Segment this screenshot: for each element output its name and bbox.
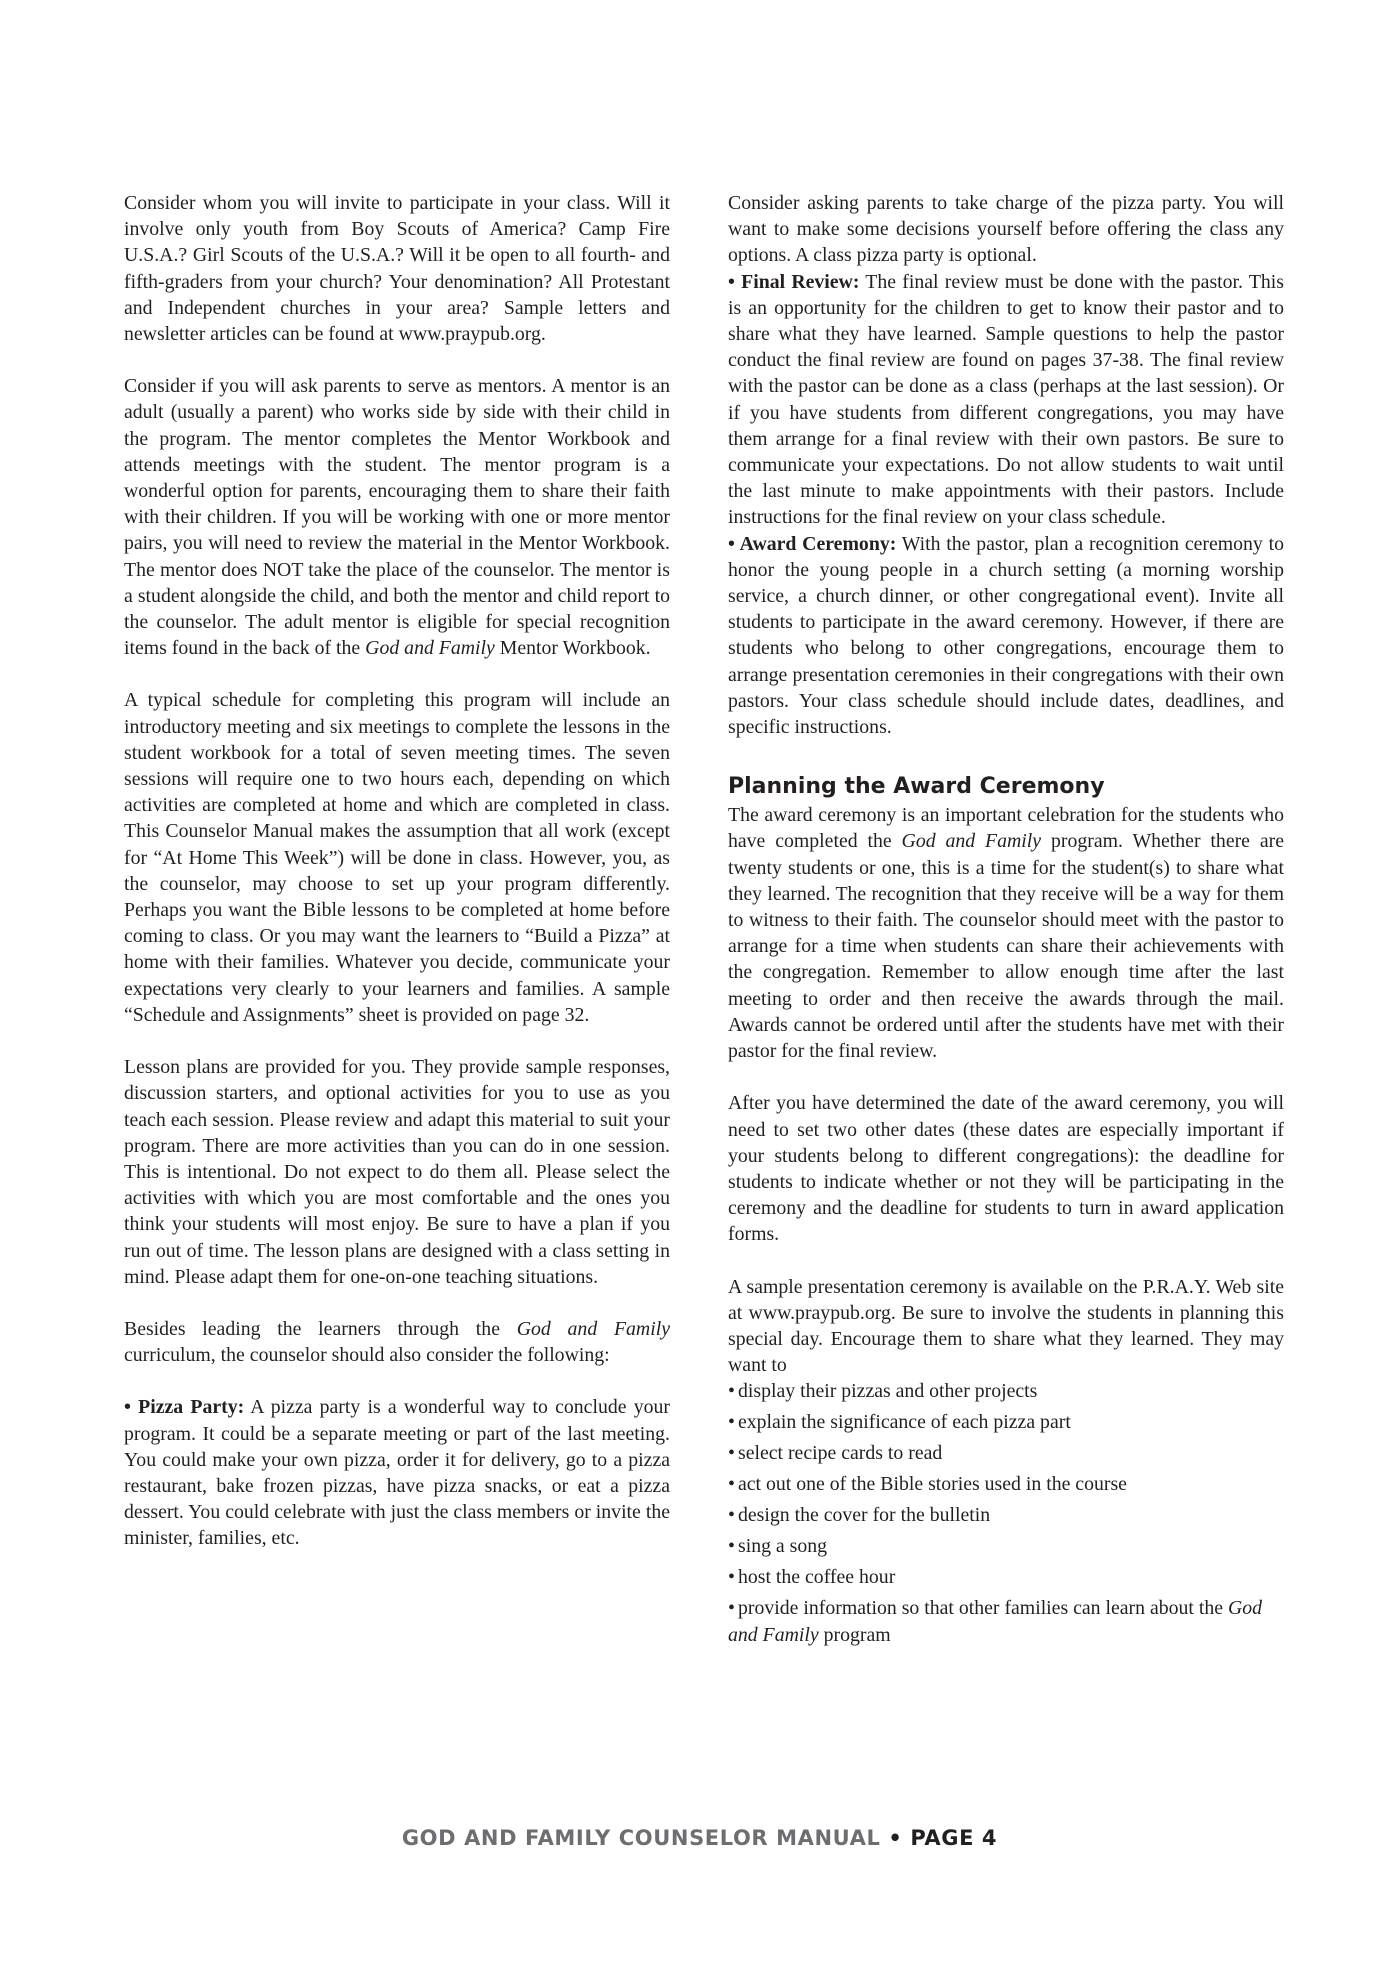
paragraph-besides — [124, 1316, 670, 1368]
paragraph-final-review — [728, 269, 1284, 531]
bullet-marker: • — [728, 1380, 735, 1403]
list-item-text: act out one of the Bible stories used in the course — [738, 1473, 1127, 1496]
award-celebration-text: The award ceremony is an important celebration for the students who have completed the — [728, 804, 1284, 853]
list-item-title-italic: God and Family — [728, 1597, 1263, 1646]
footer-separator: • — [880, 1826, 911, 1850]
besides-text-end: curriculum, the counselor should also consider the following: — [124, 1344, 610, 1367]
list-item-text: select recipe cards to read — [738, 1442, 943, 1465]
left-column — [124, 190, 670, 1552]
page-footer — [0, 1826, 1399, 1850]
paragraph-award-celebration — [728, 802, 1284, 1064]
list-item-text: design the cover for the bulletin — [738, 1504, 991, 1527]
award-celebration-text-end: program. Whether there are twenty students or one, this is a time for the student(s) to share what they learned. The recognition that they receive will be a way for them to witness to their faith. The counselor should meet with the pastor to arrange for a time when students can share their achievements with the congregation. Remember to allow enough time after the last meeting to order and then receive the awards through the mail. Awards cannot be ordered until after the students have met with their pastor for the final review. — [728, 830, 1284, 1063]
bullet-marker: • — [728, 1535, 735, 1558]
footer-page-number: PAGE 4 — [910, 1826, 998, 1850]
bullet-marker: • — [728, 1442, 735, 1465]
pizza-party-lead: • Pizza Party: — [124, 1396, 245, 1419]
list-item-text: host the coffee hour — [738, 1566, 896, 1589]
paragraph-schedule: A typical schedule for completing this program will include an introductory meeting and six meetings to complete the lessons in the student workbook for a total of seven meeting times. The seven sessions will require one to two hours each, depending on which activities are completed at home and which are completed in class. This Counselor Manual makes the assumption that all work (except for “At Home This Week”) will be done in class. However, you, as the counselor, may choose to set up your program differently. Perhaps you want the Bible lessons to be completed at home before coming to class. Or you may want the learners to “Build a Pizza” at home with their families. Whatever you decide, communicate your expectations very clearly to your learners and families. A sample “Schedule and Assignments” sheet is provided on page 32. — [124, 689, 670, 1026]
mentors-text: Consider if you will ask parents to serve as mentors. A mentor is an adult (usually a parent) who works side by side with their child in the program. The mentor completes the Mentor Workbook and attends meetings with the student. The mentor program is a wonderful option for parents, encouraging them to share their faith with their children. If you will be working with one or more mentor pairs, you will need to review the material in the Mentor Workbook. The mentor does NOT take the place of the counselor. The mentor is a student alongside the child, and both the mentor and child report to the counselor. The adult mentor is eligible for special recognition items found in the back of the — [124, 375, 670, 660]
ceremony-ideas-list — [728, 1378, 1284, 1647]
footer-title: GOD AND FAMILY COUNSELOR MANUAL — [401, 1826, 881, 1850]
list-item — [728, 1533, 1284, 1559]
paragraph-sample-ceremony: A sample presentation ceremony is available on the P.R.A.Y. Web site at www.praypub.org. Be sure to involve the students in planning this special day. Encourage them to share what they learned. They may want to — [728, 1275, 1284, 1377]
list-item — [728, 1564, 1284, 1590]
list-item-text: display their pizzas and other projects — [738, 1380, 1038, 1403]
pizza-party-text: A pizza party is a wonderful way to conclude your program. It could be a separate meeting or part of the last meeting. You could make your own pizza, order it for delivery, go to a pizza restaurant, bake frozen pizzas, have pizza snacks, or eat a pizza dessert. You could celebrate with just the class members or invite the minister, families, etc. — [124, 1396, 670, 1550]
mentors-text-end: Mentor Workbook. — [494, 637, 651, 660]
list-item-text: explain the significance of each pizza part — [738, 1411, 1071, 1434]
list-item — [728, 1595, 1284, 1647]
award-ceremony-lead: • Award Ceremony: — [728, 532, 897, 555]
paragraph-class-invitation: Consider whom you will invite to participate in your class. Will it involve only youth from Boy Scouts of America? Camp Fire U.S.A.? Girl Scouts of the U.S.A.? Will it be open to all fourth- and fifth-graders from your church? Your denomination? All Protestant and Independent churches in your area? Sample letters and newsletter articles can be found at www.praypub.org. — [124, 192, 670, 346]
list-item — [728, 1440, 1284, 1466]
paragraph-award-ceremony — [728, 531, 1284, 741]
bullet-marker: • — [728, 1597, 735, 1620]
section-heading-award-ceremony: Planning the Award Ceremony — [728, 774, 1105, 800]
paragraph-pizza-continued: Consider asking parents to take charge of the pizza party. You will want to make some decisions yourself before offering the class any options. A class pizza party is optional. — [728, 192, 1284, 267]
list-item — [728, 1409, 1284, 1435]
paragraph-pizza-party — [124, 1394, 670, 1551]
mentors-title-italic: God and Family — [365, 637, 495, 660]
paragraph-mentors — [124, 373, 670, 661]
bullet-marker: • — [728, 1504, 735, 1527]
list-item-text-end: program — [818, 1623, 891, 1646]
bullet-marker: • — [728, 1473, 735, 1496]
list-item — [728, 1378, 1284, 1404]
final-review-lead: • Final Review: — [728, 270, 860, 293]
besides-title-italic: God and Family — [516, 1317, 670, 1340]
list-item — [728, 1471, 1284, 1497]
list-item-text: sing a song — [738, 1535, 828, 1558]
besides-text: Besides leading the learners through the — [124, 1317, 517, 1340]
final-review-text: The final review must be done with the pastor. This is an opportunity for the children to get to know their pastor and to share what they have learned. Sample questions to help the pastor conduct the final review are found on pages 37-38. The final review with the pastor can be done as a class (perhaps at the last session). Or if you have students from different congregations, you may have them arrange for a final review with their own pastors. Be sure to communicate your expectations. Do not allow students to wait until the last minute to make appointments with their pastors. Include instructions for the final review on your class schedule. — [728, 270, 1284, 529]
right-column — [728, 190, 1284, 1653]
bullet-marker: • — [728, 1411, 735, 1434]
bullet-marker: • — [728, 1566, 735, 1589]
list-item — [728, 1502, 1284, 1528]
award-ceremony-text: With the pastor, plan a recognition ceremony to honor the young people in a church setting (a morning worship service, a church dinner, or other congregational event). Invite all students to participate in the award ceremony. However, if there are students who belong to other congregations, encourage them to arrange presentation ceremonies in their congregations with their own pastors. Your class schedule should include dates, deadlines, and specific instructions. — [728, 532, 1284, 739]
paragraph-lesson-plans: Lesson plans are provided for you. They provide sample responses, discussion starters, and optional activities for you to use as you teach each session. Please review and adapt this material to suit your program. There are more activities than you can do in one session. This is intentional. Do not expect to do them all. Please select the activities with which you are most comfortable and the ones you think your students will most enjoy. Be sure to have a plan if you run out of time. The lesson plans are designed with a class setting in mind. Please adapt them for one-on-one teaching situations. — [124, 1056, 670, 1288]
award-celebration-title-italic: God and Family — [901, 830, 1042, 853]
list-item-text: provide information so that other families can learn about the — [738, 1597, 1228, 1620]
paragraph-deadlines: After you have determined the date of the award ceremony, you will need to set two other dates (these dates are especially important if your students belong to different congregations): the deadline for students to indicate whether or not they will be participating in the ceremony and the deadline for students to turn in award application forms. — [728, 1092, 1284, 1246]
